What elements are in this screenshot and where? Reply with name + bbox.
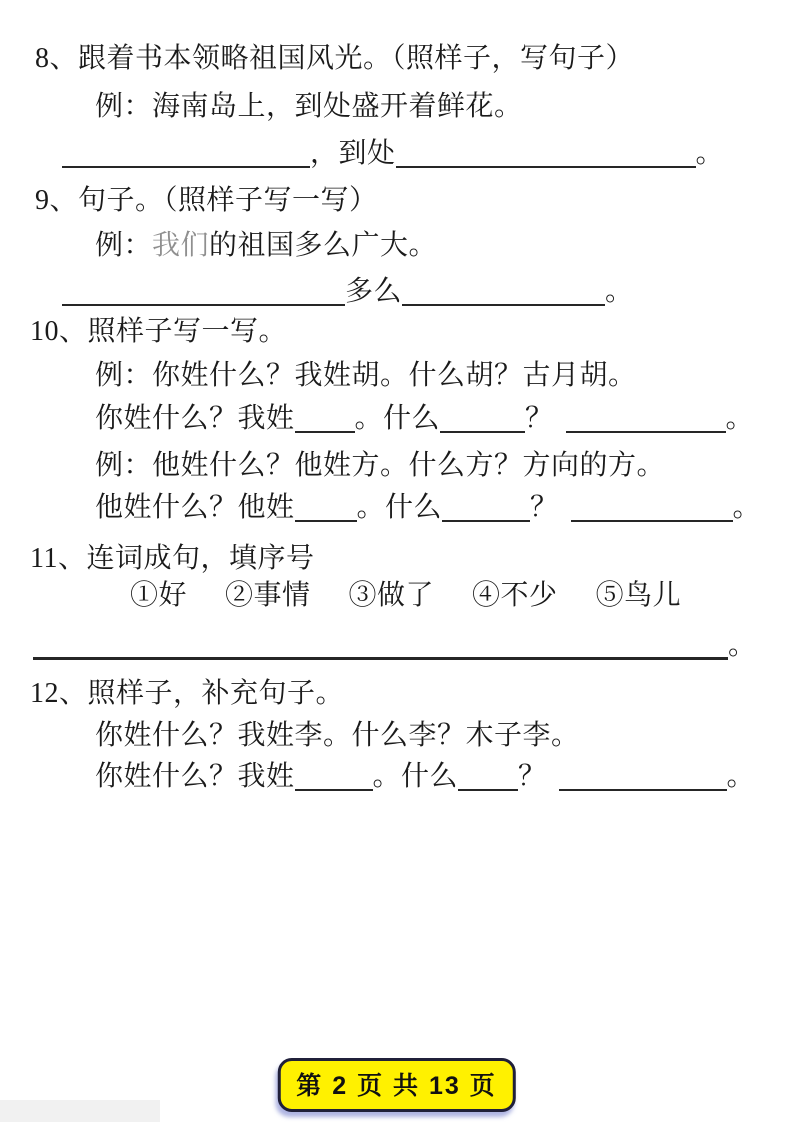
answer-text: 。什么 (372, 761, 459, 792)
answer-text: 。什么 (356, 492, 443, 523)
question-11-answer-line (33, 628, 757, 663)
answer-text: ？ (530, 492, 559, 523)
answer-text: 他姓什么？他姓 (95, 492, 295, 523)
blank-underline (571, 492, 733, 522)
question-8-heading: 8、跟着书本领略祖国风光。（照样子，写句子） (35, 43, 635, 74)
question-8-example: 例：海南岛上，到处盛开着鲜花。 (95, 91, 523, 122)
answer-text: ？ (525, 403, 554, 434)
page-number-badge: 第 2 页 共 13 页 (277, 1058, 515, 1112)
question-12-heading: 12、照样子，补充句子。 (30, 678, 345, 709)
question-9-answer-line (62, 274, 634, 309)
scan-artifact (0, 1100, 160, 1122)
answer-text: 你姓什么？我姓 (95, 761, 295, 792)
answer-text: ？ (518, 761, 547, 792)
question-10-example-1: 例：你姓什么？我姓胡。什么胡？古月胡。 (95, 360, 637, 391)
answer-text: 。 (732, 492, 762, 523)
answer-text: 。 (726, 761, 756, 792)
blank-underline (295, 403, 355, 433)
answer-text: ，到处 (310, 138, 396, 169)
question-10-answer-line-1 (95, 401, 754, 436)
word-option-1: ①好 (130, 580, 188, 611)
question-11-heading: 11、连词成句，填序号 (30, 543, 315, 574)
example-faded-text: 我们 (152, 230, 210, 261)
question-10-example-2: 例：他姓什么？他姓方。什么方？方向的方。 (95, 450, 666, 481)
example-label: 例： (95, 230, 153, 261)
answer-text: 多么 (345, 276, 403, 307)
blank-underline (440, 403, 525, 433)
blank-underline (402, 276, 605, 306)
question-11-word-bank (130, 578, 681, 613)
answer-text: 。 (605, 276, 634, 307)
answer-text: 。 (695, 138, 725, 169)
example-text: 的祖国多么广大。 (209, 230, 438, 261)
blank-underline (396, 138, 696, 168)
blank-underline (566, 403, 726, 433)
question-9-heading: 9、句子。（照样子写一写） (35, 185, 378, 216)
word-option-4: ④不少 (472, 580, 558, 611)
answer-text: 。 (728, 630, 757, 661)
blank-underline (458, 761, 518, 791)
blank-underline (295, 492, 357, 522)
word-option-5: ⑤鸟儿 (595, 580, 682, 611)
blank-underline (442, 492, 530, 522)
word-option-3: ③做了 (348, 580, 435, 611)
question-8-answer-line (62, 136, 724, 171)
question-10-answer-line-2 (95, 490, 761, 525)
blank-underline (62, 276, 345, 306)
blank-underline (33, 629, 728, 660)
blank-underline (559, 761, 727, 791)
question-10-heading: 10、照样子写一写。 (30, 316, 288, 347)
question-9-example (95, 228, 437, 263)
question-12-example: 你姓什么？我姓李。什么李？木子李。 (95, 720, 580, 751)
blank-underline (62, 138, 310, 168)
blank-underline (295, 761, 373, 791)
question-12-answer-line (95, 759, 755, 794)
answer-text: 。什么 (354, 403, 441, 434)
answer-text: 。 (725, 403, 755, 434)
answer-text: 你姓什么？我姓 (95, 403, 295, 434)
word-option-2: ②事情 (225, 580, 311, 611)
